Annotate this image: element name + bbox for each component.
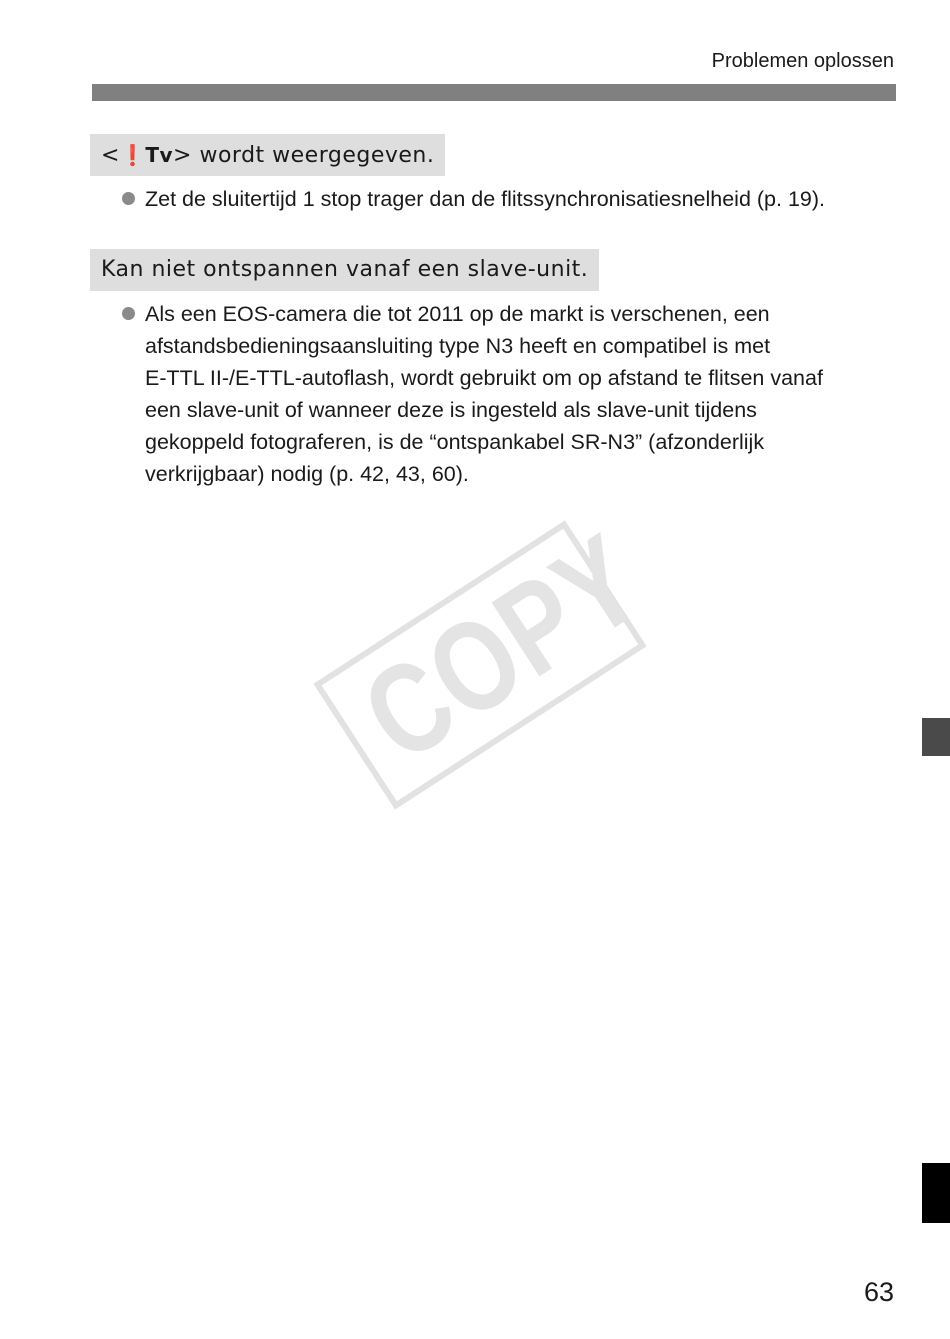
bullet-item-shutter-speed — [122, 183, 825, 215]
page-number: 63 — [863, 1277, 894, 1307]
bullet-icon — [122, 307, 135, 320]
watermark-text: COPY — [339, 507, 667, 790]
running-header-title: Problemen oplossen — [711, 50, 894, 72]
heading-open-bracket: < — [101, 143, 120, 168]
bullet-line: afstandsbedieningsaansluiting type N3 heeft en compatibel is met — [145, 334, 771, 358]
bullet-line: E-TTL II-/E-TTL-autoflash, wordt gebruikt om op afstand te flitsen vanaf — [145, 366, 823, 390]
bullet-line: een slave-unit of wanneer deze is ingesteld als slave-unit tijdens — [145, 398, 757, 422]
bullet-line: Als een EOS-camera die tot 2011 op de markt is verschenen, een — [145, 302, 770, 326]
section-heading-slave-unit: Kan niet ontspannen vanaf een slave-unit. — [90, 249, 599, 291]
section-heading-tv-warning — [90, 134, 445, 176]
chapter-tab-black — [922, 1163, 950, 1223]
copy-watermark — [313, 507, 667, 809]
bullet-line: verkrijgbaar) nodig (p. 42, 43, 60). — [145, 462, 469, 486]
bullet-text: Zet de sluitertijd 1 stop trager dan de flitssynchronisatiesnelheid (p. 19). — [145, 187, 826, 211]
bullet-icon — [122, 192, 135, 205]
heading-text: wordt weergegeven. — [191, 143, 435, 168]
tv-warning-icon: ❗Tv — [119, 143, 174, 167]
header-rule — [92, 84, 896, 101]
bullet-line: gekoppeld fotograferen, is de “ontspankabel SR-N3” (afzonderlijk — [145, 430, 765, 454]
bullet-item-release-cable — [122, 298, 823, 490]
chapter-tab-gray — [922, 718, 950, 756]
heading-close-bracket: > — [173, 143, 192, 168]
bullet-text — [145, 298, 823, 490]
